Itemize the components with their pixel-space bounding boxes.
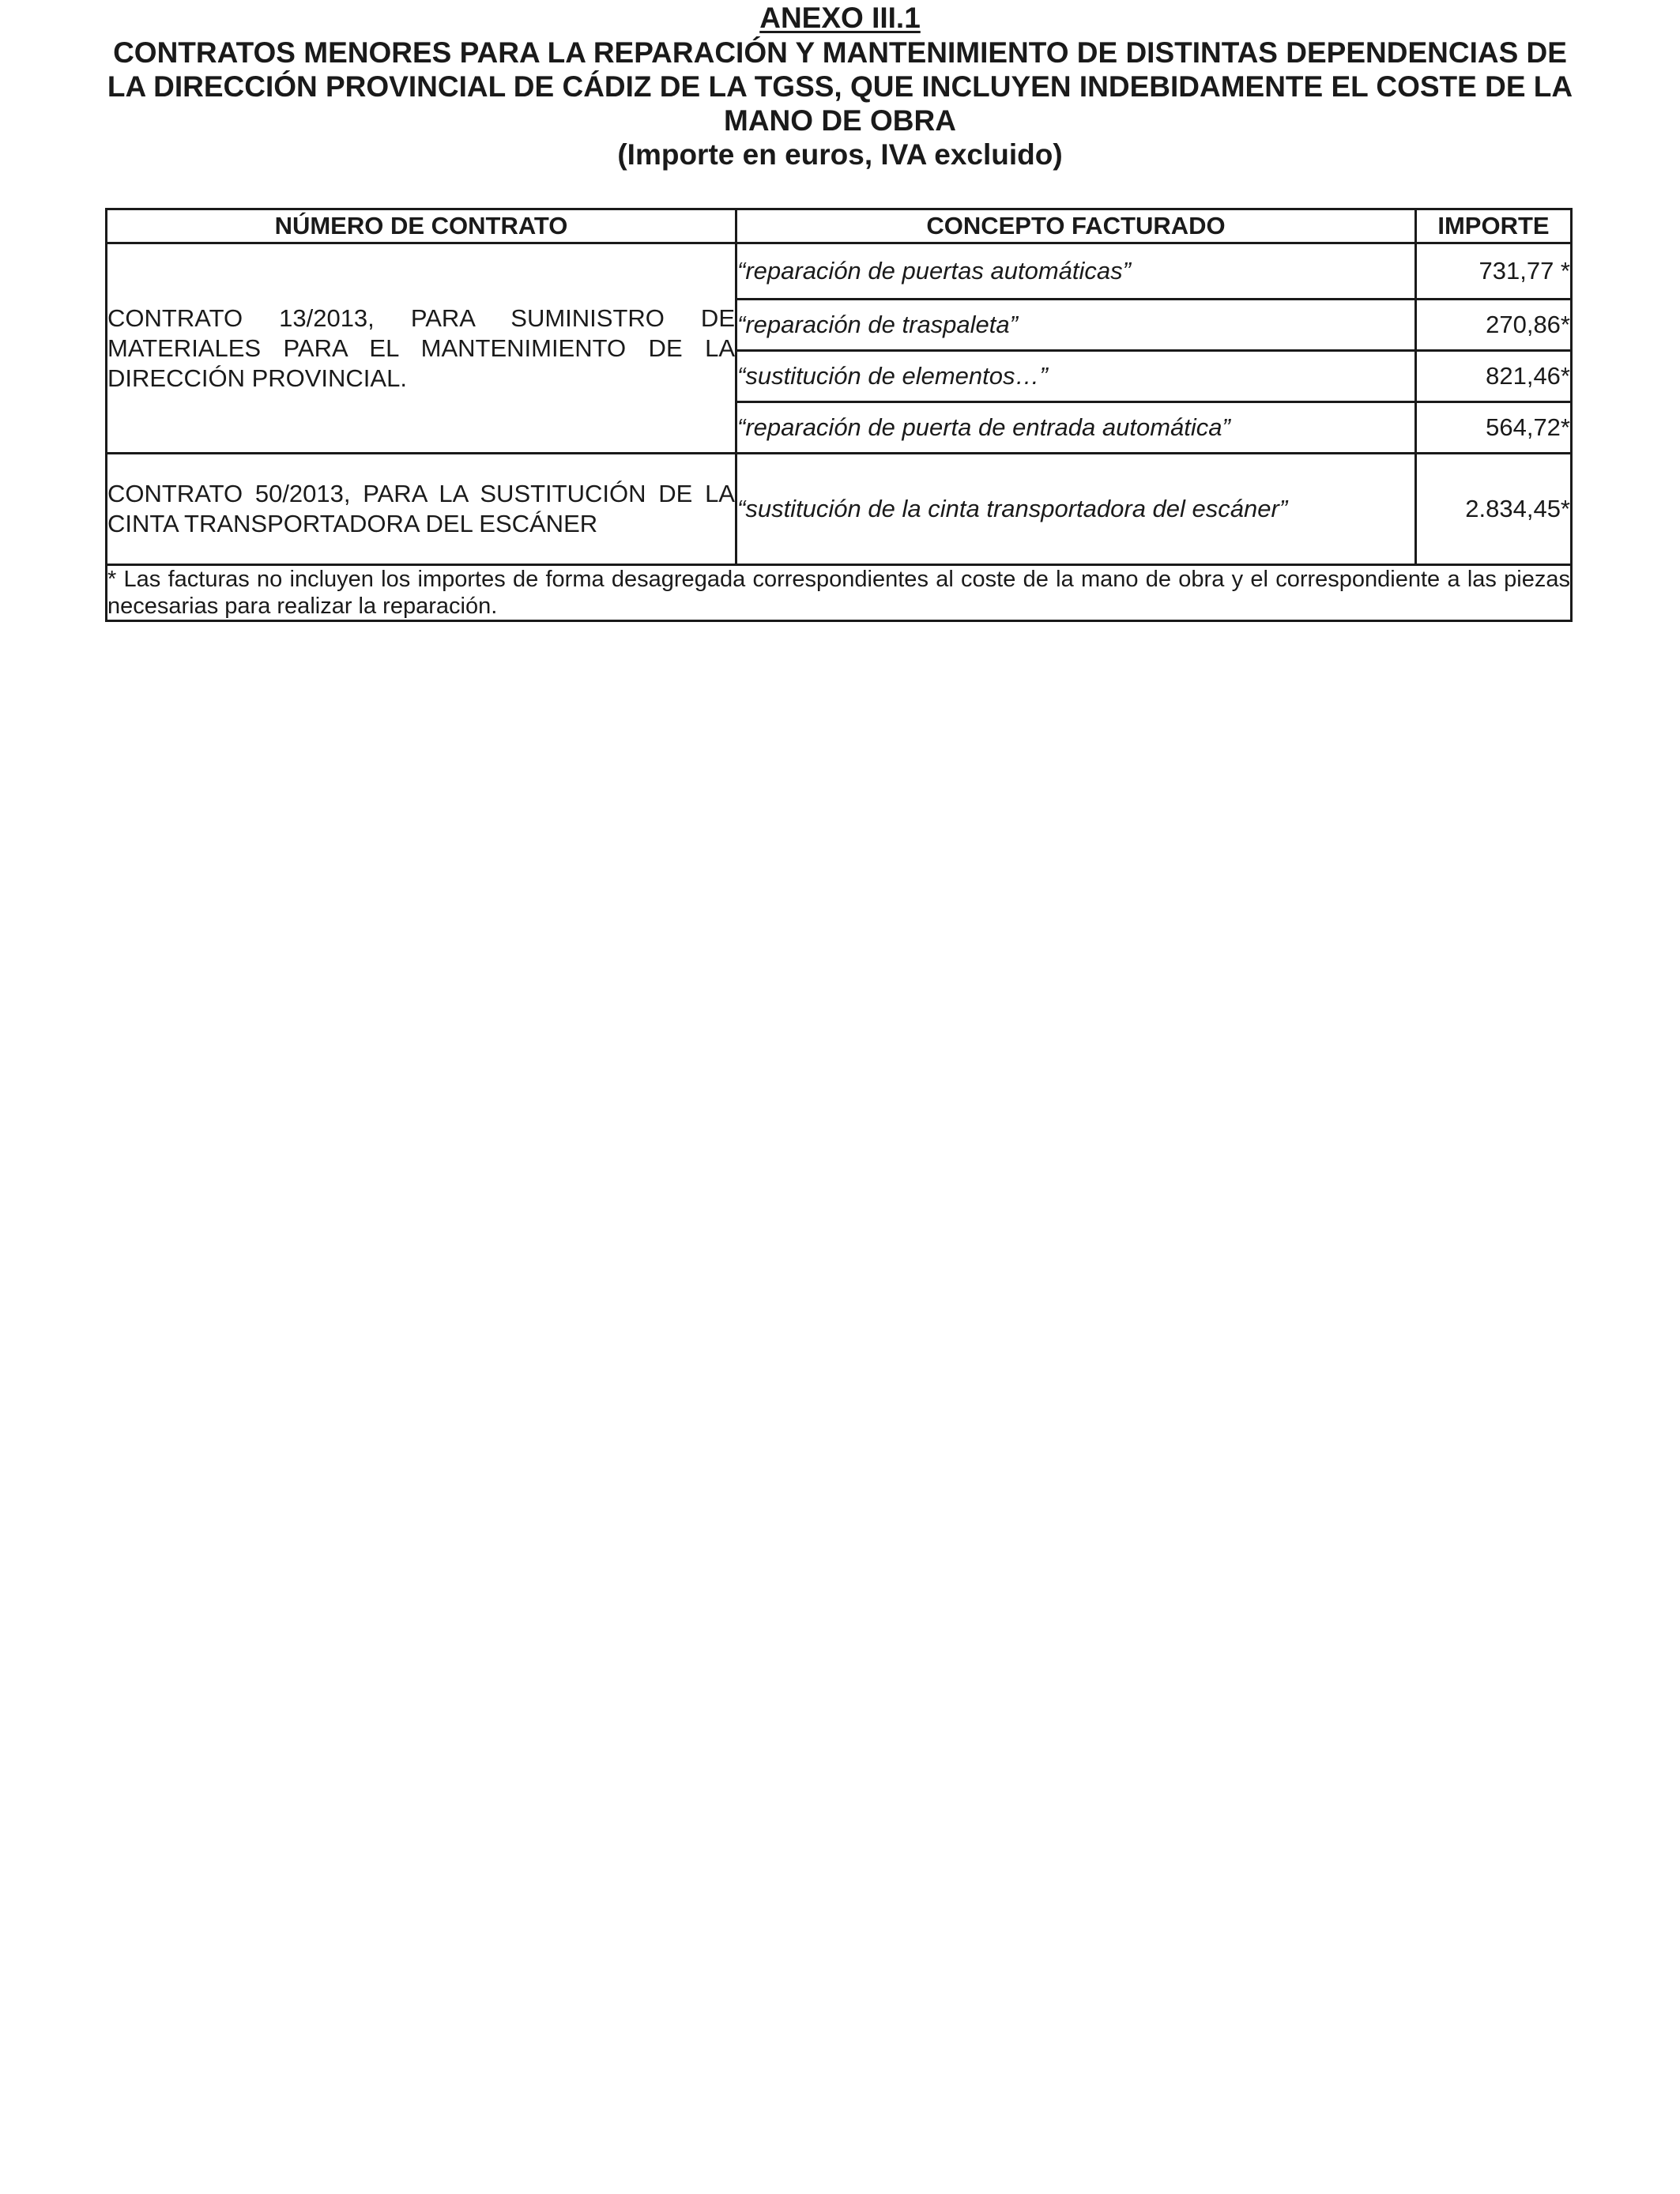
footnote: * Las facturas no incluyen los importes de forma desagregada correspondientes al coste de la mano de obra y el correspondiente a las piezas necesarias para realizar la reparación. [107, 565, 1572, 621]
concept-cell: “reparación de traspaleta” [736, 300, 1416, 351]
table-header-row [107, 209, 1572, 243]
column-header-amount: IMPORTE [1416, 209, 1572, 243]
amount-cell: 821,46* [1416, 351, 1572, 402]
amount-cell: 731,77 * [1416, 243, 1572, 300]
concept-cell: “reparación de puerta de entrada automática” [736, 402, 1416, 454]
footnote-row [107, 565, 1572, 621]
subtitle: (Importe en euros, IVA excluido) [617, 138, 1063, 171]
title-line: MANO DE OBRA [724, 104, 956, 137]
table-row [107, 454, 1572, 565]
column-header-concept: CONCEPTO FACTURADO [736, 209, 1416, 243]
column-header-contract-number: NÚMERO DE CONTRATO [107, 209, 736, 243]
amount-cell: 564,72* [1416, 402, 1572, 454]
title-line: CONTRATOS MENORES PARA LA REPARACIÓN Y MANTENIMIENTO DE DISTINTAS DEPENDENCIAS DE [113, 36, 1567, 69]
contracts-table [105, 208, 1573, 622]
annex-title: ANEXO III.1 [759, 2, 921, 34]
concept-cell: “sustitución de elementos…” [736, 351, 1416, 402]
title-line: LA DIRECCIÓN PROVINCIAL DE CÁDIZ DE LA TGSS, QUE INCLUYEN INDEBIDAMENTE EL COSTE DE LA [107, 70, 1573, 103]
amount-cell: 270,86* [1416, 300, 1572, 351]
table-row [107, 243, 1572, 300]
concept-cell: “sustitución de la cinta transportadora del escáner” [736, 454, 1416, 565]
document-header [95, 2, 1585, 172]
concept-cell: “reparación de puertas automáticas” [736, 243, 1416, 300]
contract-name-cell: CONTRATO 50/2013, PARA LA SUSTITUCIÓN DE LA CINTA TRANSPORTADORA DEL ESCÁNER [107, 454, 736, 565]
contract-name-cell: CONTRATO 13/2013, PARA SUMINISTRO DE MATERIALES PARA EL MANTENIMIENTO DE LA DIRECCIÓN PROVINCIAL. [107, 243, 736, 454]
main-title [95, 36, 1585, 138]
amount-cell: 2.834,45* [1416, 454, 1572, 565]
